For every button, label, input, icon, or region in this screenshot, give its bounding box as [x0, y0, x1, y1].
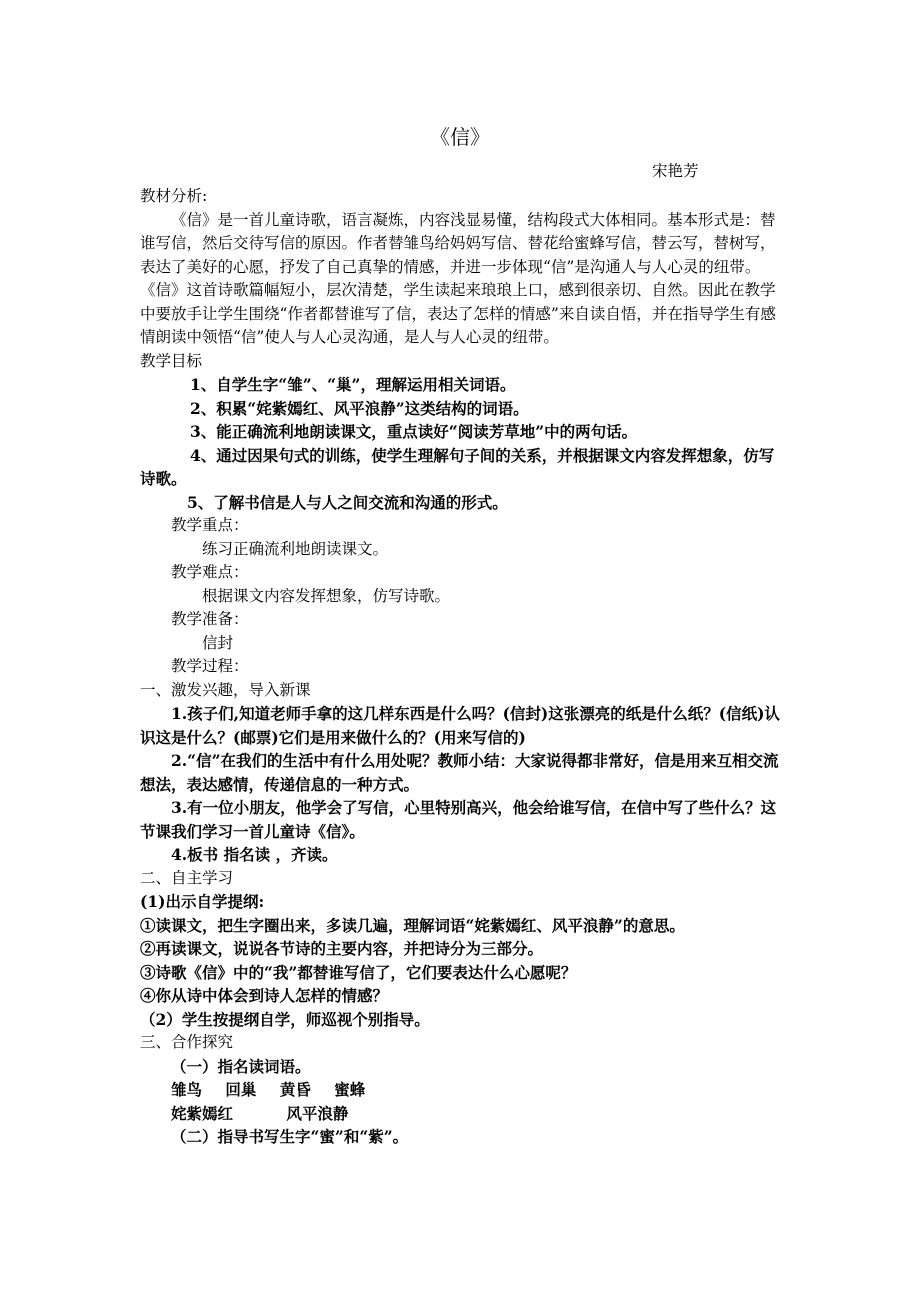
document-body: [140, 185, 785, 1149]
difficulty-heading: 教学难点：: [171, 563, 249, 581]
word: 姹紫嫣红: [171, 1103, 234, 1123]
goal-item: 4、通过因果句式的训练，使学生理解句子间的关系，并根据课文内容发挥想象，仿写诗歌。: [140, 445, 775, 488]
section2-list-item: ①读课文，把生字圈出来，多读几遍，理解词语“姹紫嫣红、风平浪静”的意思。: [140, 915, 685, 935]
section1-item: 2.“信”在我们的生活中有什么用处呢？教师小结：大家说得都非常好，信是用来互相交流想法，表达感情，传递信息的一种方式。: [140, 751, 779, 794]
author-name: 宋艳芳: [652, 162, 699, 180]
section2-list-item: ③诗歌《信》中的“我”都替谁写信了，它们要表达什么心愿呢？: [140, 962, 577, 982]
key-heading: 教学重点：: [171, 516, 249, 534]
process-heading: 教学过程：: [171, 657, 249, 675]
key-text: 练习正确流利地朗读课文。: [202, 539, 389, 558]
words-row-2: [140, 1102, 785, 1126]
goal-item: 3、能正确流利地朗读课文，重点读好“阅读芳草地”中的两句话。: [190, 422, 638, 441]
section2-list-item: ②再读课文，说说各节诗的主要内容，并把诗分为三部分。: [140, 939, 544, 958]
analysis-heading: 教材分析:: [140, 187, 208, 205]
section3-sub2: （二）指导书写生字“蜜”和“紫”。: [171, 1127, 409, 1146]
word: 雏鸟: [171, 1080, 203, 1099]
words-row-1: [140, 1078, 785, 1102]
goal-item: 5、了解书信是人与人之间交流和沟通的形式。: [187, 492, 508, 512]
prep-text: 信封: [202, 633, 234, 652]
section2-sub2: （2）学生按提纲自学，师巡视个别指导。: [140, 1009, 430, 1029]
section3-heading: 三、合作探究: [140, 1033, 234, 1051]
goal-item: 1、自学生字“雏”、“巢”，理解运用相关词语。: [190, 375, 516, 394]
word: 回巢: [225, 1080, 257, 1099]
section1-heading: 一、激发兴趣，导入新课: [140, 680, 311, 699]
section1-item: 3.有一位小朋友，他学会了写信，心里特别高兴，他会给谁写信，在信中写了些什么？这节课我们学习一首儿童诗《信》。: [140, 798, 777, 841]
prep-heading: 教学准备：: [171, 610, 249, 628]
goals-heading: 教学目标: [140, 351, 203, 370]
word: 黄昏: [279, 1080, 311, 1099]
difficulty-text: 根据课文内容发挥想象，仿写诗歌。: [202, 586, 451, 605]
goal-item: 2、积累“姹紫嫣红、风平浪静”这类结构的词语。: [190, 398, 529, 418]
section2-sub1: (1)出示自学提纲:: [140, 892, 265, 911]
section1-item: 1.孩子们,知道老师手拿的这几样东西是什么吗？(信封)这张漂亮的纸是什么纸？(信纸)认识这是什么？(邮票)它们是用来做什么的？(用来写信的): [140, 704, 780, 747]
section3-sub1: （一）指名读词语。: [171, 1056, 311, 1076]
section1-item: 4.板书 指名读 ，齐读。: [171, 845, 338, 864]
word: 风平浪静: [286, 1103, 349, 1123]
word: 蜜蜂: [334, 1080, 366, 1099]
document-title: 《信》: [430, 125, 490, 149]
analysis-paragraph: 《信》是一首儿童诗歌，语言凝炼，内容浅显易懂，结构段式大体相同。基本形式是：替谁写信，然后交待写信的原因。作者替雏鸟给妈妈写信、替花给蜜蜂写信，替云写，替树写，表达了美好的心愿，抒发了自己真挚的情感，并进一步体现“信”是沟通人与人心灵的纽带。《信》这首诗歌篇幅短小，层次清楚，学生读起来琅琅上口，感到很亲切、自然。因此在教学中要放手让学生围绕“作者都替谁写了信，表达了怎样的情感”来自读自悟，并在指导学生有感情朗读中领悟“信”使人与人心灵沟通，是人与人心灵的纽带。: [140, 210, 776, 346]
section2-list-item: ④你从诗中体会到诗人怎样的情感？: [140, 986, 389, 1005]
section2-heading: 二、自主学习: [140, 868, 234, 887]
